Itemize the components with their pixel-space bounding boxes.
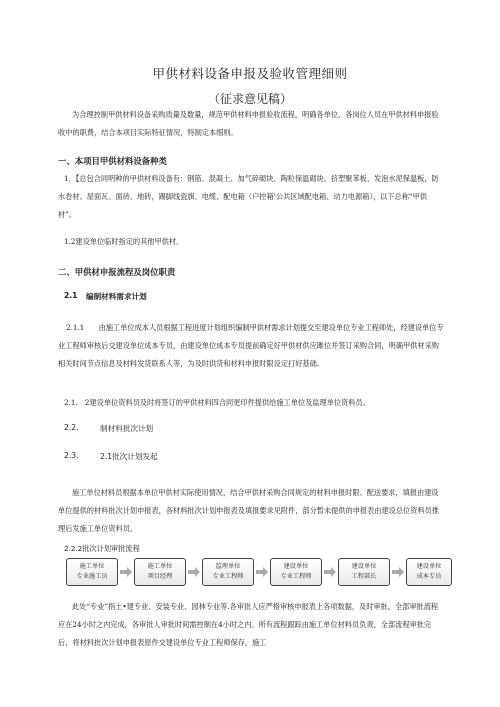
flow-box-6 — [406, 558, 452, 586]
flow-box-2 — [134, 558, 186, 586]
doc-title: 甲供材料设备申报及验收管理细则 — [152, 66, 348, 81]
para-2-1-1: 2.1.1 由施工单位成本人员根据工程进度计划组织编制甲供材需求计划提交至建设单位专业工程师处，经建设单位专业工程师审核后交建设单位成本专员，由建设单位成本专员提前确定好甲供材供应雎位并签订采购合同，明确甲供材采购相关时间节点信息及材料发货联系人等，为及时供货和材料申报时限设定打好基础. — [58, 323, 444, 368]
para-2-1-2: 2.1. 2建设单位资料员及时将签订的甲供材料四合同更印件提供给施工单位及监理单位资料员。 — [64, 398, 370, 407]
sub2-title: 制材料批次计划 — [100, 424, 154, 433]
flow-arrow-2-icon — [188, 567, 200, 577]
para-2-2-1: 施工单位材料员根据本单位甲供材实际使用情况，结合甲供材采购合同规定的材料申报时限、配送要求，填报由建设单位提供的材料批次计划申报表，各材料批次计划申报表及填报要求见附件，部分暂未提供的申报表由建设总位资料员推理后发施工单位资料员。 — [58, 488, 439, 533]
approval-flowchart — [66, 558, 446, 588]
section2-heading: 二、甲供材申报流程及岗位职责 — [58, 267, 176, 277]
flow-arrow-3-icon — [256, 567, 268, 577]
section1-item1: 1．【总包合同明种的甲供材料设备有：钢筋、混凝土、加气碎砌块、陶粒保温砌块、挤塑聚苯板、发泡水泥保温板，防水卷材、屋面瓦、面砖、地砖，踢脚线瓷旗、电缆、配电箱（户控箱’公共区域配电箱、动力电源箱），以下总称“甲供材”。 — [58, 174, 439, 219]
flow-arrow-4-icon — [324, 567, 336, 577]
flow-arrow-5-icon — [392, 567, 404, 577]
flow-box-1-label: 施工单位 专业施工员 — [76, 563, 108, 580]
section1-item2: 1.2建设单位临时指定的其他甲供材。 — [64, 237, 184, 246]
flow-box-1 — [66, 558, 118, 586]
section1-heading: 一、本项目甲供材料设备种类 — [58, 156, 167, 166]
doc-subtitle: （征求意见稿） — [207, 92, 292, 106]
flow-box-3 — [202, 558, 254, 586]
flow-box-5 — [338, 558, 390, 586]
flow-box-2-label: 施工单位 项目经理 — [147, 563, 173, 580]
sub-2-2-2: 2.2.2批次计划审批流程 — [64, 544, 140, 553]
flow-arrow-1-icon — [120, 567, 132, 577]
flow-box-4-label: 建设单位 专业工程师 — [280, 563, 312, 580]
flow-box-3-label: 监理单位 专业工程师 — [212, 563, 244, 580]
intro-paragraph: 为合理控制甲供材料设备采购质量及数量，规范甲供材料申报验收流程，明确各单位、各岗位人员在甲供材料申报验收中的职费，结合本项目实际特征情况，特制定本细则。 — [58, 110, 439, 137]
flow-box-4 — [270, 558, 322, 586]
flow-box-6-label: 建设单位 成本专员 — [416, 563, 442, 580]
sub21-number: 2.3. — [64, 451, 79, 460]
sub21-title: 2.1批次计划发起 — [100, 452, 158, 461]
flow-box-5-label: 建设单位 工程部长 — [351, 563, 377, 580]
para-last: 此处“专业”指土•建专业、安装专业、园林专业等.各审批人应严格审核申报表上各项数据，及时审批，全部审批流程应在24小时之内完成，各审批人审批时间需控制在4小时之内。所有流程跟踪由施工单位材料员负责，全部流程审批完后，将材料批次计划申报表原件交建设单位专业工程师保存，施工 — [58, 602, 439, 647]
sub1-title: 编制材料需求计划 — [86, 292, 147, 301]
sub1-number: 2.1 — [64, 291, 78, 300]
sub2-number: 2.2. — [64, 423, 79, 432]
